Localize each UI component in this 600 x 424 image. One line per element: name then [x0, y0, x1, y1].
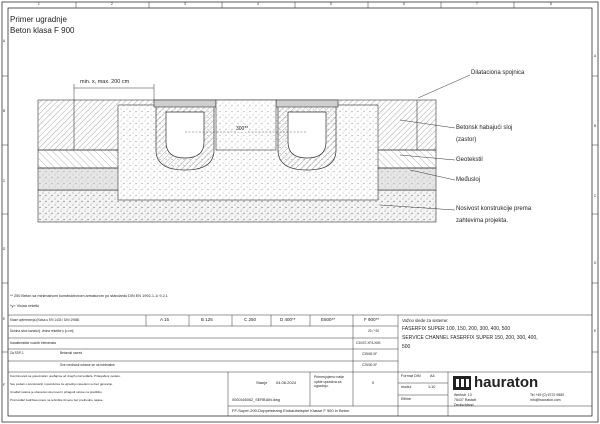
- scale-label: modul: [401, 385, 412, 389]
- units-label: Ellline: [401, 397, 412, 401]
- col-label: 4: [257, 2, 259, 6]
- row4-label-a: Za SSP-1: [10, 351, 24, 355]
- col-label: 5: [330, 2, 332, 6]
- classes-label: Klase opterećenja (Klasa u EN 1433 / DIN 19580: [10, 318, 80, 322]
- spacing-label: 300**: [236, 126, 249, 132]
- row2-label: Dubina ivice kanala tj. visina rešetke y [u cm]: [10, 329, 74, 333]
- disclaimer-line4: Proizvođač zadržava pravo na tehničke izmene bez prethodne najave.: [10, 398, 104, 402]
- callout-geotextile: Geotekstil: [456, 157, 483, 163]
- callout-interlayer: Međusloj: [456, 177, 481, 183]
- class-f900: F 900**: [364, 317, 380, 322]
- note-1: ** 250 Beton sa minimalnom konstruktivnom armaturom po standardu DIN EN 1992-1-1/ 9.2.1: [10, 294, 168, 298]
- title-line1: Primer ugradnje: [10, 15, 67, 24]
- company-email: info@hauraton.com: [530, 398, 561, 402]
- col-label: 3: [184, 2, 186, 6]
- company-address-1: Werkstr. 13: [454, 393, 472, 397]
- primary-note: Primenjujemo naše opšte uputstva za ugradnju.: [314, 375, 344, 389]
- product-line2: FASERFIX SUPER 100, 150, 200, 300, 400, 500: [402, 326, 511, 332]
- company-address-3: Deutschland: [454, 403, 474, 407]
- row-label: D: [594, 261, 597, 265]
- product-line1: Važno slede za sisteme:: [402, 318, 449, 323]
- col-label: 2: [111, 2, 113, 6]
- format-label: Format DIN: [401, 374, 421, 378]
- row-label: B: [3, 109, 6, 113]
- callout-base-note: zahtevima projekta.: [456, 218, 509, 224]
- note-2: *y= Visina rešetki: [10, 304, 40, 308]
- row-label: A: [594, 54, 597, 58]
- class-a15: A 15: [160, 317, 170, 322]
- class-d400: D 400**: [280, 317, 296, 322]
- product-line4: 500: [402, 344, 411, 350]
- revision: 0: [372, 380, 375, 385]
- hauraton-logo-mark: [453, 376, 471, 390]
- row4-value: C35/45 XF: [362, 352, 378, 356]
- row5-value: C25/30 XF: [362, 363, 378, 367]
- class-e600: E600**: [321, 317, 336, 322]
- row2-value: 20 / *20: [368, 329, 379, 333]
- class-b125: B 125: [201, 317, 213, 322]
- status-date: 04.06.2024: [276, 380, 297, 385]
- callout-base: Nosivost konstrukcije prema: [456, 206, 532, 212]
- scale-value: 1:10: [428, 385, 436, 389]
- callout-expansion-joint: Dilataciona spojnica: [471, 70, 525, 76]
- row4-label-b: Betonski razred: [60, 351, 83, 355]
- col-label: 6: [403, 2, 405, 6]
- row-label: D: [3, 247, 6, 251]
- col-label: 7: [476, 2, 478, 6]
- row5-label: Sve vrednosti odnose se na minimalne: [60, 363, 115, 367]
- row-label: A: [3, 39, 6, 43]
- disclaimer-line3: Izvođač radova je obavezan da proveri i prilagodi uslove na gradilištu.: [10, 390, 103, 394]
- format-value: A4: [430, 374, 435, 378]
- row-label: F: [3, 383, 5, 387]
- row-label: C: [594, 194, 597, 198]
- product-line3: SERVICE CHANNEL FASERFIX SUPER 150, 200, 300, 400,: [402, 335, 538, 341]
- company-address-2: 76437 Rastatt: [454, 398, 476, 402]
- callout-wearing-layer-note: (zastor): [456, 137, 477, 143]
- row-label: B: [594, 124, 597, 128]
- status-label: Stanje: [256, 380, 268, 385]
- class-c250: C 250: [244, 317, 257, 322]
- disclaimer-line2: Sve podaci o konstrukciji i uputstvima za ugradnju navedeni su bez garancije.: [10, 382, 113, 386]
- row3-label: Karakteristike nosivih elemenata: [10, 341, 56, 345]
- disclaimer-line1: Kombinovani sa gotovinskim uređajima od drugih proizvođača. Prilagođeni modelu.: [10, 374, 121, 378]
- file-name: 0000165062_SERBIAN.dwg: [232, 398, 280, 402]
- dimension-label: min. x, max. 200 cm: [80, 79, 130, 85]
- title-line2: Beton klasa F 900: [10, 26, 75, 35]
- col-label: 1: [38, 2, 40, 6]
- col-label: 8: [550, 2, 552, 6]
- row-label: E: [594, 329, 597, 333]
- cross-section-drawing: [38, 75, 470, 222]
- row-label: E: [3, 317, 6, 321]
- company-logo-text: hauraton: [474, 374, 539, 391]
- row3-value: C30/37-XF4-XM1: [356, 341, 381, 345]
- row-label: C: [3, 179, 6, 183]
- callout-wearing-layer: Betonsk habajući sloj: [456, 125, 513, 131]
- company-phone: Tel +49 (0) 6722 9580: [530, 393, 565, 397]
- drawing-title: FF-Super-200-Doppelstrang Einbaubeispiel Klasse F 900 in Beton: [232, 408, 350, 413]
